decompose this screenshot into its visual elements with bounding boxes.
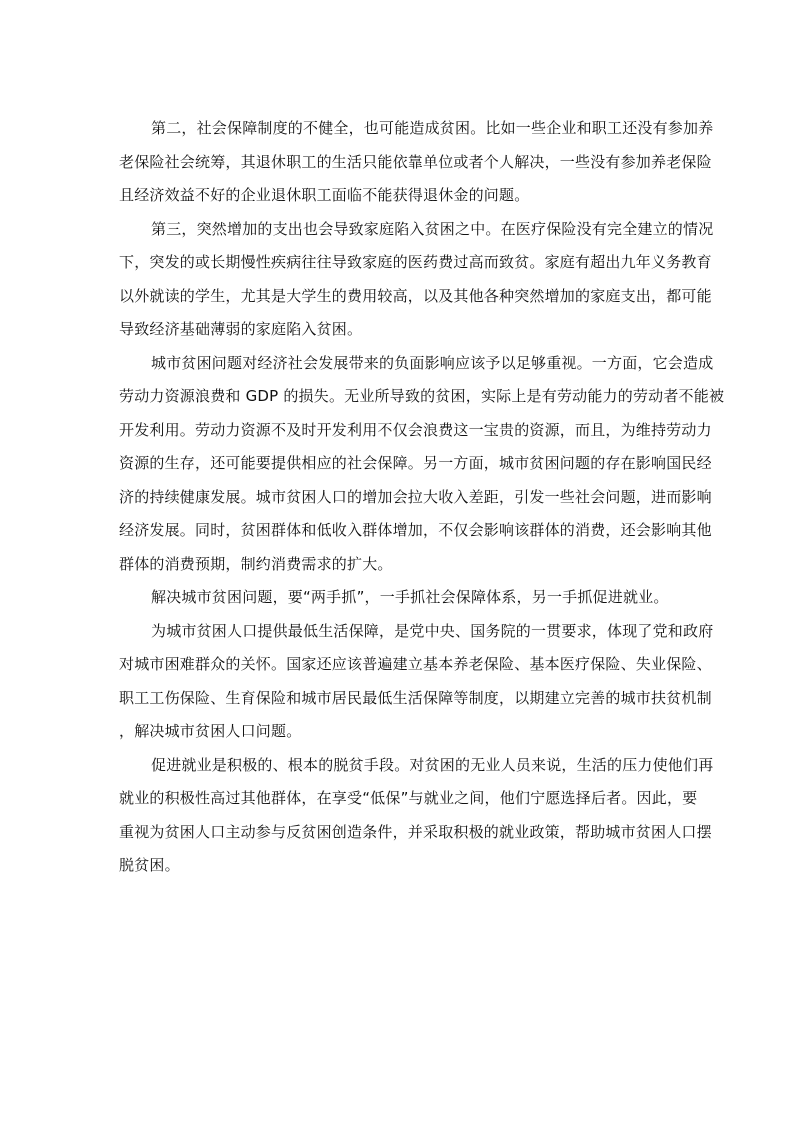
paragraph-negative-impact bbox=[119, 347, 725, 582]
text-line: 对城市困难群众的关怀。国家还应该普遍建立基本养老保险、基本医疗保险、失业保险、 bbox=[119, 655, 712, 673]
text-line: 职工工伤保险、生育保险和城市居民最低生活保障等制度，以期建立完善的城市扶贫机制 bbox=[119, 688, 712, 707]
text-line: 下，突发的或长期慢性疾病往往导致家庭的医药费过高而致贫。家庭有超出九年义务教育 bbox=[119, 253, 712, 271]
text-line: 开发利用。劳动力资源不及时开发利用不仅会浪费这一宝贵的资源，而且，为维持劳动力 bbox=[119, 420, 712, 439]
text-line: 就业的积极性高过其他群体，在享受“低保”与就业之间，他们宁愿选择后者。因此，要 bbox=[119, 789, 698, 807]
text-line: 经济发展。同时，贫困群体和低收入群体增加，不仅会影响该群体的消费，还会影响其他 bbox=[119, 521, 712, 539]
text-line: 脱贫困。 bbox=[119, 856, 180, 874]
text-line: 资源的生存，还可能要提供相应的社会保障。另一方面，城市贫困问题的存在影响国民经 bbox=[119, 454, 712, 472]
text-line: 解决城市贫困问题，要“两手抓”，一手抓社会保障体系，另一手抓促进就业。 bbox=[151, 588, 669, 606]
document-body bbox=[119, 112, 725, 883]
paragraph-minimum-living-guarantee bbox=[119, 615, 714, 749]
text-line: 群体的消费预期，制约消费需求的扩大。 bbox=[119, 554, 393, 573]
paragraph-sudden-expenses bbox=[119, 213, 714, 347]
text-line: 城市贫困问题对经济社会发展带来的负面影响应该予以足够重视。一方面，它会造成 bbox=[151, 353, 714, 372]
text-line: 劳动力资源浪费和 GDP 的损失。无业所导致的贫困，实际上是有劳动能力的劳动者不能被 bbox=[119, 387, 725, 405]
text-line: 老保险社会统筹，其退休职工的生活只能依靠单位或者个人解决，一些没有参加养老保险 bbox=[119, 152, 712, 171]
text-line: 导致经济基础薄弱的家庭陷入贫困。 bbox=[119, 320, 363, 338]
text-line: 促进就业是积极的、根本的脱贫手段。对贫困的无业人员来说，生活的压力使他们再 bbox=[151, 755, 714, 774]
text-line: ，解决城市贫困人口问题。 bbox=[119, 722, 302, 740]
text-line: 以外就读的学生，尤其是大学生的费用较高，以及其他各种突然增加的家庭支出，都可能 bbox=[119, 286, 712, 305]
text-line: 且经济效益不好的企业退休职工面临不能获得退休金的问题。 bbox=[119, 186, 530, 204]
text-line: 重视为贫困人口主动参与反贫困创造条件，并采取积极的就业政策，帮助城市贫困人口摆 bbox=[119, 822, 712, 841]
text-line: 第二，社会保障制度的不健全，也可能造成贫困。比如一些企业和职工还没有参加养 bbox=[151, 119, 714, 137]
text-line: 第三，突然增加的支出也会导致家庭陷入贫困之中。在医疗保险没有完全建立的情况 bbox=[151, 219, 714, 238]
paragraph-two-hands bbox=[119, 581, 679, 615]
paragraph-promote-employment bbox=[119, 749, 714, 883]
text-line: 济的持续健康发展。城市贫困人口的增加会拉大收入差距，引发一些社会问题，进而影响 bbox=[119, 487, 712, 506]
text-line: 为城市贫困人口提供最低生活保障，是党中央、国务院的一贯要求，体现了党和政府 bbox=[151, 621, 714, 640]
paragraph-social-security bbox=[119, 112, 714, 213]
